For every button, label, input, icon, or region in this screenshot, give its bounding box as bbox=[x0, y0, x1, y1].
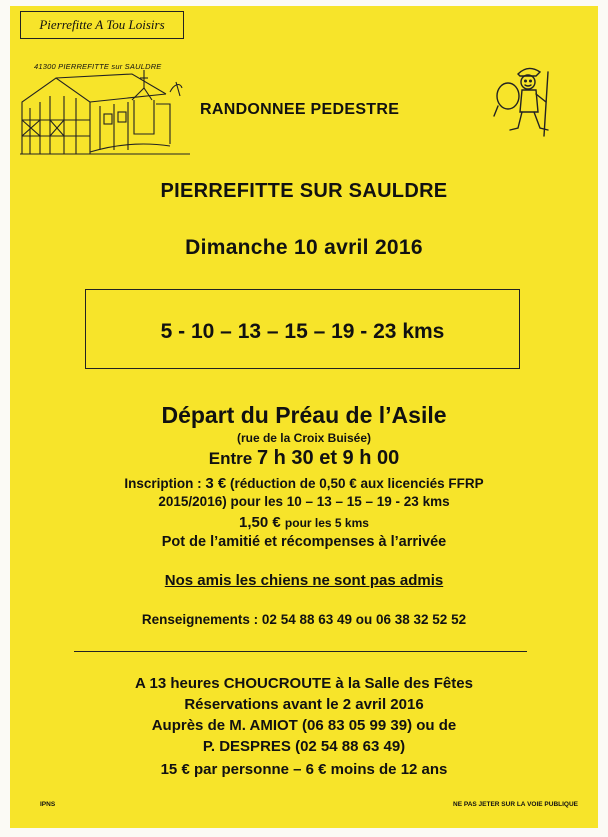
pot-line: Pot de l’amitié et récompenses à l’arrivée bbox=[161, 534, 447, 550]
hours-prefix: Entre bbox=[208, 449, 257, 468]
registration-line-1 bbox=[10, 475, 598, 492]
registration-label: Inscription : bbox=[124, 476, 206, 491]
registration-price: 3 € bbox=[205, 475, 227, 492]
distances-box bbox=[85, 289, 520, 369]
town-heading: PIERREFITTE SUR SAULDRE bbox=[160, 180, 448, 202]
flyer bbox=[10, 6, 598, 828]
meal-line-5: 15 € par personne – 6 € moins de 12 ans bbox=[160, 761, 448, 778]
registration-reduction: (réduction de 0,50 € aux licenciés FFRP bbox=[226, 476, 484, 491]
dogs-notice: Nos amis les chiens ne sont pas admis bbox=[164, 572, 444, 589]
departure-title: Départ du Préau de l’Asile bbox=[161, 402, 447, 428]
club-name-box: Pierrefitte A Tou Loisirs bbox=[20, 11, 184, 39]
village-sketch-illustration bbox=[20, 64, 190, 159]
footer-notice: NE PAS JETER SUR LA VOIE PUBLIQUE bbox=[453, 801, 578, 808]
divider-line bbox=[74, 651, 527, 652]
meal-line-4: P. DESPRES (02 54 88 63 49) bbox=[202, 738, 406, 755]
info-phone-line: Renseignements : 02 54 88 63 49 ou 06 38 32 52 52 bbox=[141, 612, 467, 627]
event-type-heading: RANDONNEE PEDESTRE bbox=[200, 101, 400, 118]
meal-line-2: Réservations avant le 2 avril 2016 bbox=[184, 696, 424, 713]
hours-value: 7 h 30 et 9 h 00 bbox=[256, 447, 400, 469]
distances-text: 5 - 10 – 13 – 15 – 19 - 23 kms bbox=[160, 320, 445, 343]
registration-line-3 bbox=[10, 514, 598, 531]
town-caption: 41300 PIERREFITTE sur SAULDRE bbox=[34, 62, 162, 71]
meal-line-3: Auprès de M. AMIOT (06 83 05 99 39) ou de bbox=[151, 717, 457, 734]
price-5km: 1,50 € bbox=[239, 514, 285, 531]
hiker-icon bbox=[488, 62, 564, 138]
price-5km-suffix: pour les 5 kms bbox=[284, 516, 369, 530]
registration-line-2: 2015/2016) pour les 10 – 13 – 15 – 19 - 23 kms bbox=[158, 494, 450, 509]
date-heading: Dimanche 10 avril 2016 bbox=[185, 236, 423, 259]
footer-ipns: IPNS bbox=[40, 801, 56, 808]
meal-line-1: A 13 heures CHOUCROUTE à la Salle des Fêtes bbox=[135, 675, 473, 692]
departure-hours bbox=[10, 447, 598, 470]
departure-street: (rue de la Croix Buisée) bbox=[236, 431, 372, 445]
